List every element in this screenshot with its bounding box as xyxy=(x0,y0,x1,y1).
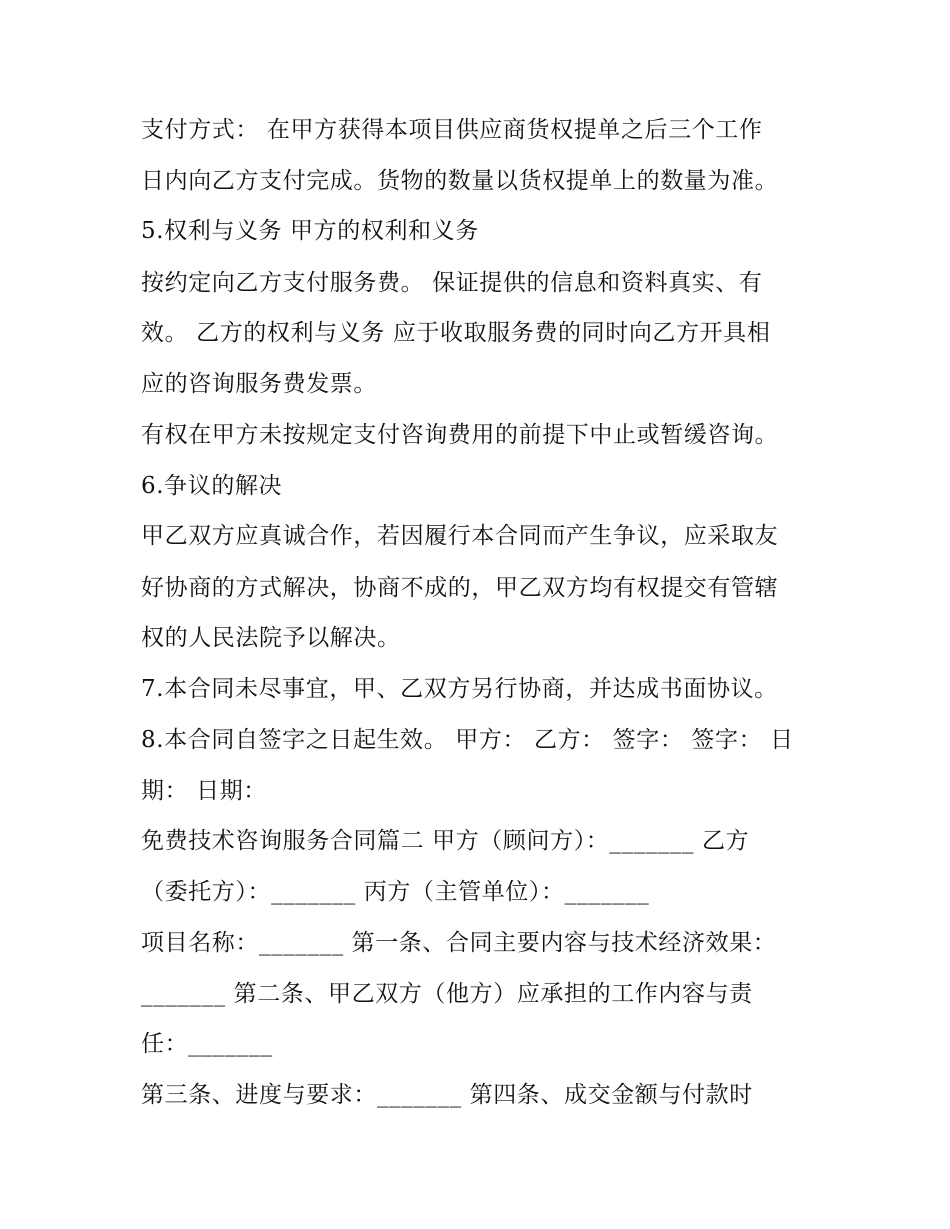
text-line: 免费技术咨询服务合同篇二 甲方（顾问方）：_______ 乙方 xyxy=(141,828,750,854)
text-line: 期： 日期： xyxy=(141,778,267,804)
text-line: 权的人民法院予以解决。 xyxy=(141,625,401,651)
text-line: 第三条、进度与要求：_______ 第四条、成交金额与付款时 xyxy=(141,1082,753,1108)
text-line: 5.权利与义务 甲方的权利和义务 xyxy=(141,218,479,244)
text-line: 日内向乙方支付完成。货物的数量以货权提单上的数量为准。 xyxy=(141,168,779,194)
text-line: 按约定向乙方支付服务费。 保证提供的信息和资料真实、有 xyxy=(141,270,763,296)
text-line: 有权在甲方未按规定支付咨询费用的前提下中止或暂缓咨询。 xyxy=(141,422,779,448)
text-line: 7.本合同未尽事宜，甲、乙双方另行协商，并达成书面协议。 xyxy=(141,676,778,702)
text-line: 效。 乙方的权利与义务 应于收取服务费的同时向乙方开具相 xyxy=(141,320,771,346)
text-line: 项目名称：_______ 第一条、合同主要内容与技术经济效果： xyxy=(141,930,777,956)
text-line: 8.本合同自签字之日起生效。 甲方： 乙方： 签字： 签字： 日 xyxy=(141,727,794,753)
text-line: 甲乙双方应真诚合作，若因履行本合同而产生争议，应采取友 xyxy=(141,523,779,549)
text-line: 任：_______ xyxy=(141,1031,273,1057)
text-line: _______ 第二条、甲乙双方（他方）应承担的工作内容与责 xyxy=(141,981,753,1007)
text-line: 支付方式： 在甲方获得本项目供应商货权提单之后三个工作 xyxy=(141,117,763,143)
text-line: 应的咨询服务费发票。 xyxy=(141,371,377,397)
text-line: 好协商的方式解决，协商不成的，甲乙双方均有权提交有管辖 xyxy=(141,575,779,601)
text-line: （委托方）：_______ 丙方（主管单位）：_______ xyxy=(141,879,650,905)
text-line: 6.争议的解决 xyxy=(141,473,283,499)
